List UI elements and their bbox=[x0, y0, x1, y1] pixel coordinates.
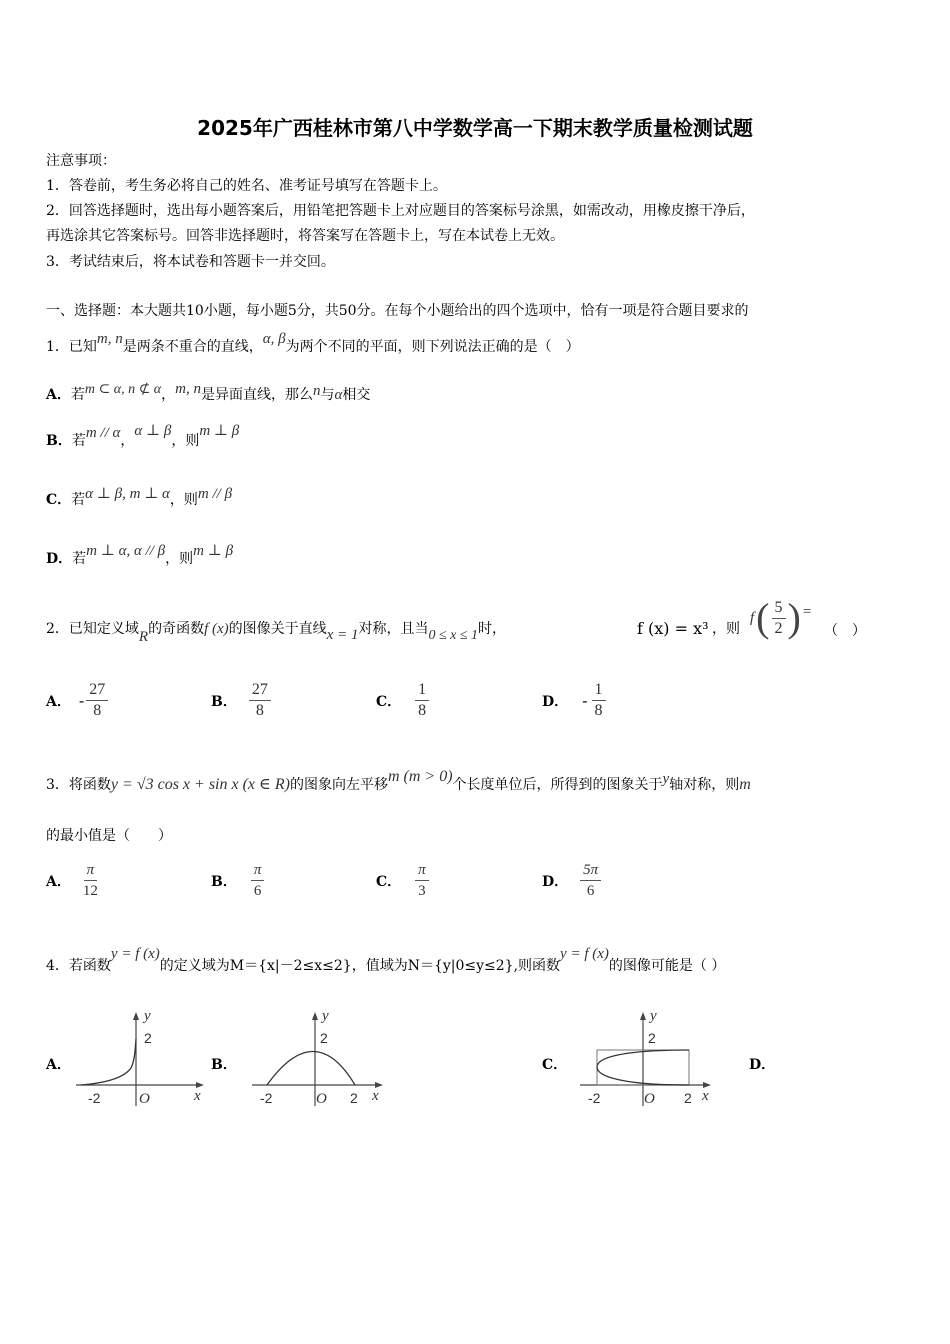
stem-text: （ ） bbox=[824, 623, 866, 639]
question-number: 4． bbox=[46, 958, 69, 974]
fraction-numerator: 27 bbox=[249, 680, 271, 701]
x-label: x bbox=[702, 1088, 709, 1104]
stem-text: 个长度单位后，所得到的图象关于 bbox=[452, 777, 663, 793]
math-expr: y bbox=[662, 771, 670, 787]
function-curve bbox=[81, 1039, 136, 1085]
option-c bbox=[376, 860, 429, 901]
graph-option-c bbox=[580, 1006, 720, 1111]
page-title: 2025年广西桂林市第八中学数学高一下期末教学质量检测试题 bbox=[197, 116, 753, 140]
option-a bbox=[46, 381, 371, 405]
option-label: C． bbox=[542, 1057, 568, 1073]
math-expr: R bbox=[138, 629, 149, 645]
fraction-numerator: π bbox=[251, 860, 265, 881]
option-d bbox=[46, 543, 234, 568]
option-a bbox=[46, 860, 98, 901]
option-label: A． bbox=[46, 387, 71, 403]
stem-text: 的奇函数 bbox=[148, 621, 205, 637]
fraction bbox=[83, 860, 98, 901]
math-expr: α, β bbox=[262, 331, 286, 347]
question-1-stem bbox=[46, 331, 580, 356]
stem-text: 是两条不重合的直线， bbox=[122, 339, 263, 355]
math-expr: f (x) = x³ bbox=[637, 619, 709, 638]
tick-label: 2 bbox=[350, 1090, 358, 1106]
stem-text: 将函数 bbox=[68, 777, 111, 793]
option-text: 是异面直线，那么 bbox=[201, 387, 313, 403]
tick-label: 2 bbox=[320, 1030, 328, 1046]
stem-text: 轴对称，则 bbox=[669, 777, 740, 793]
fraction-numerator: 1 bbox=[415, 680, 429, 701]
paren-open: ( bbox=[756, 595, 770, 640]
stem-text: 的最小值是（ ） bbox=[46, 828, 172, 844]
option-label: B． bbox=[211, 1057, 237, 1073]
stem-text: 的图象向左平移 bbox=[289, 777, 388, 793]
origin-label: O bbox=[316, 1091, 327, 1107]
option-text: 若 bbox=[72, 551, 87, 567]
tick-label: -2 bbox=[260, 1090, 273, 1106]
fraction bbox=[251, 860, 265, 901]
fraction-denominator: 8 bbox=[255, 702, 264, 719]
fraction-numerator: π bbox=[84, 860, 98, 881]
tick-label: 2 bbox=[684, 1090, 692, 1106]
y-axis-arrow-icon bbox=[312, 1012, 318, 1020]
question-4-stem bbox=[46, 946, 726, 975]
fraction bbox=[592, 680, 606, 721]
question-number: 1． bbox=[46, 339, 69, 355]
option-text: 若 bbox=[70, 387, 85, 403]
math-expr: m, n bbox=[175, 381, 201, 397]
fraction-numerator: 1 bbox=[592, 680, 606, 701]
math-expr: y = f (x) bbox=[560, 946, 609, 962]
tick-label: -2 bbox=[88, 1090, 101, 1106]
option-text: ，则 bbox=[169, 492, 198, 508]
math-expr: m bbox=[739, 776, 751, 793]
stem-text: 的图像可能是（ ） bbox=[608, 958, 726, 974]
stem-text: ，则 bbox=[712, 621, 740, 637]
stem-text: 若函数 bbox=[68, 958, 111, 974]
option-label: D． bbox=[749, 1057, 776, 1073]
x-label: x bbox=[372, 1088, 379, 1104]
stem-text: 已知 bbox=[68, 339, 97, 355]
fraction-denominator: 8 bbox=[594, 702, 603, 719]
x-label: x bbox=[194, 1088, 201, 1104]
option-text: ， bbox=[161, 387, 176, 403]
graph-option-b bbox=[252, 1006, 392, 1111]
fraction-numerator: 5π bbox=[580, 860, 601, 881]
option-b bbox=[46, 423, 240, 450]
fraction-denominator: 12 bbox=[82, 883, 98, 899]
math-expr: n bbox=[313, 383, 321, 399]
fraction bbox=[86, 680, 108, 721]
tick-label: 2 bbox=[648, 1030, 656, 1046]
fraction-denominator: 6 bbox=[253, 883, 262, 899]
option-d bbox=[542, 860, 601, 901]
function-curve bbox=[267, 1052, 355, 1086]
option-text: ，则 bbox=[165, 551, 194, 567]
option-label: B． bbox=[211, 873, 237, 890]
fraction-denominator: 3 bbox=[418, 883, 426, 899]
math-expr: m ⊥ α, α // β bbox=[86, 543, 166, 559]
math-expr: m // α bbox=[85, 425, 121, 441]
option-c bbox=[46, 486, 233, 509]
math-expr: y = √3 cos x + sin x (x ∈ R) bbox=[110, 776, 290, 793]
y-label: y bbox=[144, 1008, 151, 1024]
math-expr: y = f (x) bbox=[110, 946, 160, 962]
option-label: C． bbox=[376, 873, 402, 890]
math-expr: α bbox=[334, 387, 343, 403]
y-label: y bbox=[322, 1008, 329, 1024]
stem-text: 已知定义域 bbox=[68, 621, 139, 637]
math-expr: f (x) bbox=[204, 621, 229, 637]
math-expr: m ⊂ α, n ⊄ α bbox=[84, 382, 162, 397]
option-b bbox=[211, 680, 271, 721]
stem-text: 为两个不同的平面，则下列说法正确的是（ ） bbox=[285, 339, 580, 355]
fraction-denominator: 6 bbox=[586, 883, 595, 899]
option-label: A． bbox=[46, 873, 71, 890]
question-number: 2． bbox=[46, 621, 69, 637]
fraction-numerator: 5 bbox=[772, 598, 786, 619]
fraction bbox=[580, 860, 601, 901]
option-text: 若 bbox=[71, 492, 86, 508]
option-text: ，则 bbox=[171, 433, 200, 449]
notice-item: 2．回答选择题时，选出每小题答案后，用铅笔把答题卡上对应题目的答案标号涂黑，如需改动，用橡皮擦干净后， bbox=[46, 203, 755, 219]
y-label: y bbox=[650, 1008, 657, 1024]
option-label: B． bbox=[46, 433, 72, 449]
math-expr: α ⊥ β bbox=[134, 423, 172, 439]
fraction-numerator: 27 bbox=[86, 680, 108, 701]
fraction bbox=[415, 860, 429, 901]
option-sign: - bbox=[78, 691, 85, 710]
fraction bbox=[415, 680, 429, 721]
question-3-stem bbox=[46, 768, 751, 794]
option-text: 若 bbox=[71, 433, 86, 449]
option-label: C． bbox=[46, 492, 72, 508]
math-expr: = bbox=[802, 603, 812, 620]
math-expr: 0 ≤ x ≤ 1 bbox=[428, 628, 479, 643]
origin-label: O bbox=[139, 1091, 150, 1107]
stem-text: 的图像关于直线 bbox=[228, 621, 327, 637]
fraction-denominator: 8 bbox=[418, 702, 427, 719]
option-c bbox=[376, 680, 429, 721]
option-label: D． bbox=[46, 551, 73, 567]
math-expr: α ⊥ β, m ⊥ α bbox=[85, 486, 170, 502]
math-expr: m (m > 0) bbox=[387, 768, 453, 785]
paren-close: ) bbox=[787, 595, 801, 640]
math-expr: m ⊥ β bbox=[193, 543, 234, 559]
notice-item: 再选涂其它答案标号。回答非选择题时，将答案写在答题卡上，写在本试卷上无效。 bbox=[46, 228, 564, 244]
tick-label: -2 bbox=[588, 1090, 601, 1106]
option-label: C． bbox=[376, 693, 402, 710]
option-label: B． bbox=[211, 693, 237, 710]
section-heading: 一、选择题：本大题共10小题，每小题5分，共50分。在每个小题给出的四个选项中，恰有一项是符合题目要求的 bbox=[46, 303, 749, 319]
option-label: D． bbox=[542, 873, 569, 890]
fraction bbox=[249, 680, 271, 721]
y-axis-arrow-icon bbox=[133, 1012, 139, 1020]
notice-item: 1．答卷前，考生务必将自己的姓名、准考证号填写在答题卡上。 bbox=[46, 178, 447, 194]
option-b bbox=[211, 860, 264, 901]
option-d bbox=[542, 680, 606, 721]
math-expr: x = 1 bbox=[326, 627, 359, 643]
fraction-denominator: 2 bbox=[774, 619, 783, 637]
option-text: 与 bbox=[320, 387, 335, 403]
option-label: A． bbox=[46, 1057, 71, 1073]
notice-heading: 注意事项： bbox=[46, 153, 116, 169]
stem-text: 对称，且当 bbox=[358, 621, 429, 637]
fraction-numerator: π bbox=[415, 860, 429, 881]
fraction bbox=[772, 598, 786, 639]
option-label: A． bbox=[46, 693, 71, 710]
stem-text: 的定义域为M＝{x|－2≤x≤2}，值域为N＝{y|0≤y≤2},则函数 bbox=[159, 958, 561, 974]
notice-item: 3．考试结束后，将本试卷和答题卡一并交回。 bbox=[46, 254, 335, 270]
option-text: ， bbox=[120, 433, 135, 449]
origin-label: O bbox=[644, 1091, 655, 1107]
question-number: 3． bbox=[46, 777, 69, 793]
math-expr: m ⊥ β bbox=[199, 423, 240, 439]
math-expr bbox=[750, 596, 811, 640]
option-text: 相交 bbox=[342, 387, 371, 403]
option-sign: - bbox=[582, 691, 588, 710]
option-label: D． bbox=[542, 693, 569, 710]
graph-option-a bbox=[76, 1006, 211, 1111]
y-axis-arrow-icon bbox=[640, 1012, 646, 1020]
fraction-denominator: 8 bbox=[93, 702, 102, 719]
math-expr: f bbox=[750, 609, 755, 626]
option-a bbox=[46, 680, 108, 721]
math-expr: m // β bbox=[197, 486, 233, 502]
tick-label: 2 bbox=[144, 1030, 152, 1046]
math-expr: m, n bbox=[96, 331, 123, 347]
stem-text: 时， bbox=[478, 621, 507, 637]
question-2-stem bbox=[46, 620, 507, 645]
